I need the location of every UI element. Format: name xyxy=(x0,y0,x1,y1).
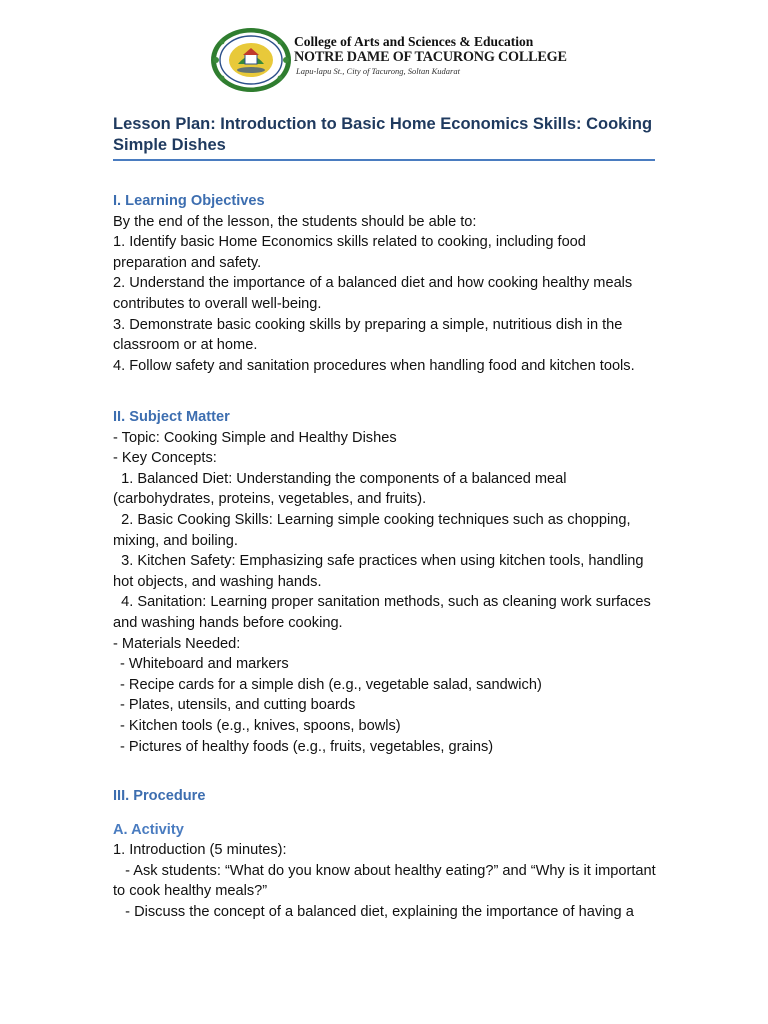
concept-item: 1. Balanced Diet: Understanding the components of a balanced meal (carbohydrates, proteins, vegetables, and fruits). xyxy=(113,470,567,508)
material-item: - Recipe cards for a simple dish (e.g., vegetable salad, sandwich) xyxy=(120,676,542,693)
subsection-heading: A. Activity xyxy=(113,821,184,838)
objective-item: 3. Demonstrate basic cooking skills by preparing a simple, nutritious dish in the classroom or at home. xyxy=(113,316,623,354)
materials-label: - Materials Needed: xyxy=(113,635,241,652)
procedure-bullet: - Discuss the concept of a balanced diet, explaining the importance of having a xyxy=(125,903,634,920)
section-heading: I. Learning Objectives xyxy=(113,193,265,209)
concept-item: 3. Kitchen Safety: Emphasizing safe practices when using kitchen tools, handling hot objects, and washing hands. xyxy=(113,553,644,590)
section-heading: III. Procedure xyxy=(113,788,206,804)
section-objectives xyxy=(113,191,663,376)
concept-item: 2. Basic Cooking Skills: Learning simple cooking techniques such as chopping, mixing, and boiling. xyxy=(113,511,631,549)
subject-topic: - Topic: Cooking Simple and Healthy Dishes xyxy=(113,429,397,446)
college-seal-icon xyxy=(208,26,294,94)
objectives-intro: By the end of the lesson, the students should be able to: xyxy=(113,213,477,230)
objective-item: 4. Follow safety and sanitation procedures when handling food and kitchen tools. xyxy=(113,357,635,374)
objective-item: 2. Understand the importance of a balanced diet and how cooking healthy meals contributes to overall well-being. xyxy=(113,275,633,312)
college-address: Lapu-lapu St., City of Tacurong, Soltan Kudarat xyxy=(296,66,460,76)
procedure-item: 1. Introduction (5 minutes): xyxy=(113,842,287,859)
material-item: - Whiteboard and markers xyxy=(120,656,289,673)
key-concepts-label: - Key Concepts: xyxy=(113,450,217,467)
material-item: - Kitchen tools (e.g., knives, spoons, bowls) xyxy=(120,717,401,734)
document-title: Lesson Plan: Introduction to Basic Home Economics Skills: Cooking Simple Dishes xyxy=(113,115,653,154)
letterhead xyxy=(208,26,567,94)
college-name: NOTRE DAME OF TACURONG COLLEGE xyxy=(294,49,567,65)
college-name-block xyxy=(294,34,566,77)
section-subject-matter xyxy=(113,407,663,757)
objective-item: 1. Identify basic Home Economics skills related to cooking, including food preparation and safety. xyxy=(113,234,586,271)
material-item: - Pictures of healthy foods (e.g., fruits, vegetables, grains) xyxy=(120,738,494,755)
concept-item: 4. Sanitation: Learning proper sanitation methods, such as cleaning work surfaces and washing hands before cooking. xyxy=(113,594,651,631)
material-item: - Plates, utensils, and cutting boards xyxy=(120,697,356,714)
procedure-bullet: - Ask students: “What do you know about healthy eating?” and “Why is it important to cook healthy meals?” xyxy=(113,862,656,900)
section-procedure xyxy=(113,786,663,923)
college-department: College of Arts and Sciences & Education xyxy=(294,34,534,49)
section-heading: II. Subject Matter xyxy=(113,409,230,425)
title-divider xyxy=(113,159,655,161)
